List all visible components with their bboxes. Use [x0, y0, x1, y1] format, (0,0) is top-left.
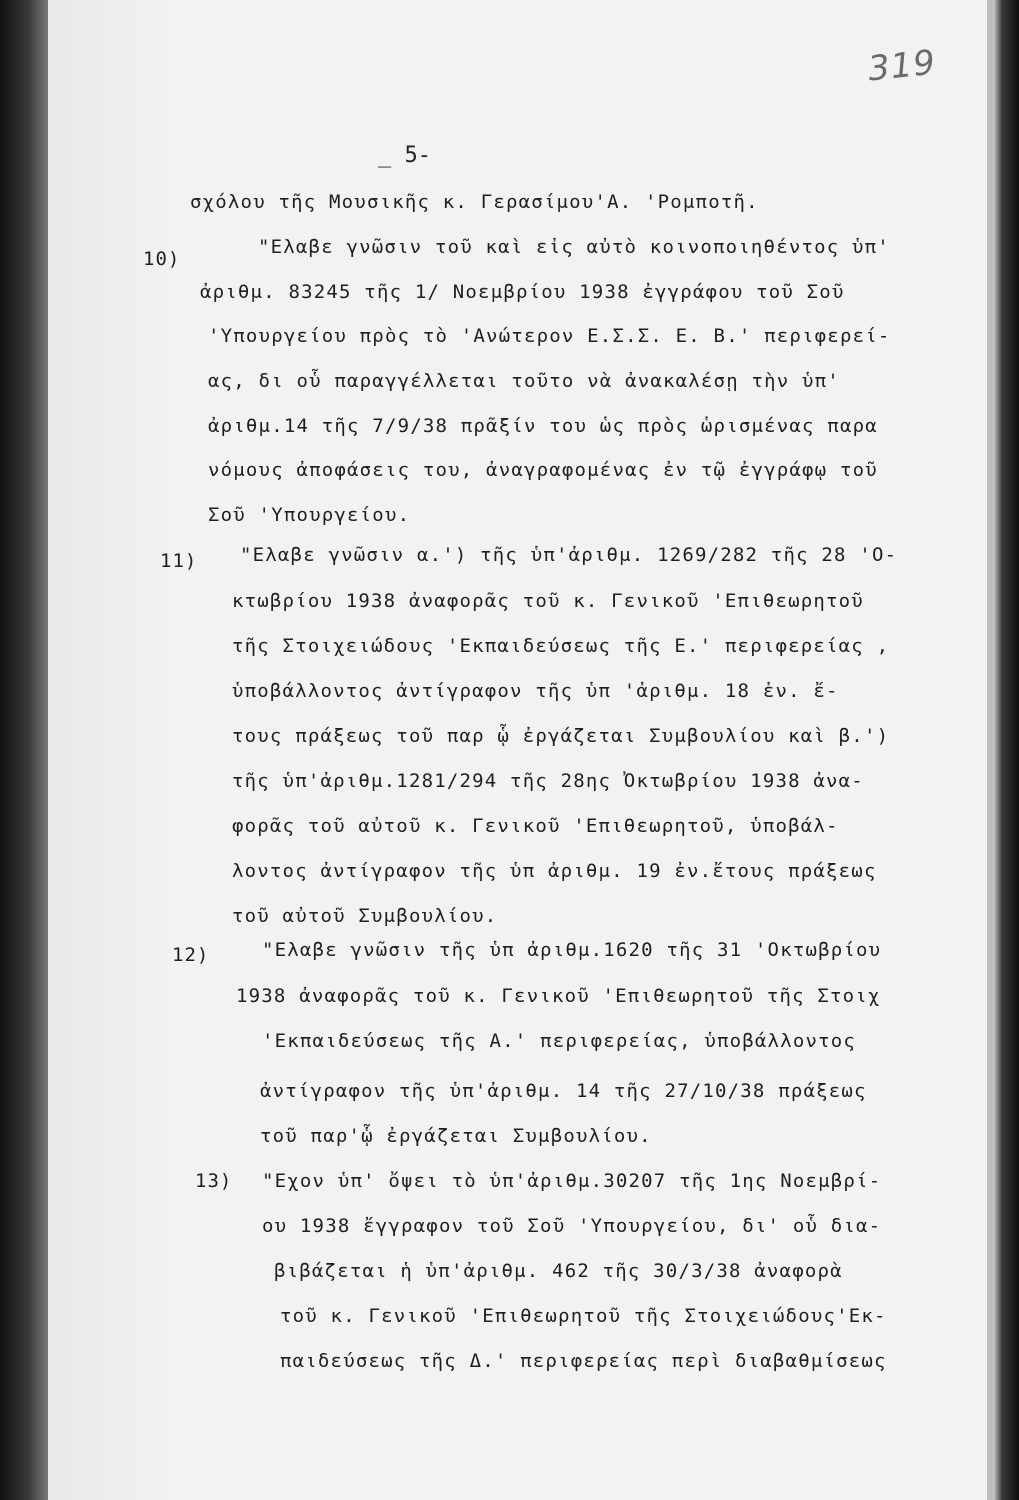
text-line: "Ελαβε γνῶσιν τῆς ὑπ ἀριθμ.1620 τῆς 31 'Οκτωβρίου — [262, 939, 882, 961]
text-line: 'Υπουργείου πρὸς τὸ 'Ανώτερον Ε.Σ.Σ. Ε. Β.' περιφερεί- — [208, 325, 891, 347]
text-line: ἀριθμ. 83245 τῆς 1/ Νοεμβρίου 1938 ἐγγράφου τοῦ Σοῦ — [200, 281, 845, 303]
text-line: κτωβρίου 1938 ἀναφορᾶς τοῦ κ. Γενικοῦ 'Επιθεωρητοῦ — [232, 590, 864, 612]
text-line: ἀντίγραφον τῆς ὑπ'ἀριθμ. 14 τῆς 27/10/38 πράξεως — [260, 1080, 867, 1102]
text-line: παιδεύσεως τῆς Δ.' περιφερείας περὶ διαβαθμίσεως — [280, 1350, 887, 1372]
text-line: ἀριθμ.14 τῆς 7/9/38 πρᾶξίν του ὡς πρὸς ὡρισμένας παρα — [208, 415, 878, 437]
text-line: ὑποβάλλοντος ἀντίγραφον τῆς ὑπ 'ἀριθμ. 18 ἐν. ἔ- — [232, 680, 839, 702]
text-line: Σοῦ 'Υπουργείου. — [208, 504, 411, 526]
text-line: "Ελαβε γνῶσιν τοῦ καὶ εἰς αὐτὸ κοινοποιηθέντος ὑπ' — [258, 236, 890, 258]
text-line: τους πράξεως τοῦ παρ ᾧ ἐργάζεται Συμβουλίου καὶ β.') — [232, 725, 890, 747]
text-line: ου 1938 ἔγγραφον τοῦ Σοῦ 'Υπουργείου, δι' οὗ δια- — [262, 1215, 882, 1237]
right-border — [993, 0, 1019, 1500]
text-line: 'Εκπαιδεύσεως τῆς Α.' περιφερείας, ὑποβάλλοντος — [262, 1030, 857, 1052]
previous-page-edge — [0, 0, 48, 1500]
item-number-10: 10) — [143, 248, 181, 270]
text-line: φορᾶς τοῦ αὐτοῦ κ. Γενικοῦ 'Επιθεωρητοῦ, ὑποβάλ- — [232, 815, 839, 837]
text-line: τῆς ὑπ'ἀριθμ.1281/294 τῆς 28ης Ὀκτωβρίου 1938 ἀνα- — [232, 770, 864, 792]
text-line: ας, δι οὗ παραγγέλλεται τοῦτο νὰ ἀνακαλέσῃ τὴν ὑπ' — [208, 370, 840, 392]
text-line: λοντος ἀντίγραφον τῆς ὑπ ἀριθμ. 19 ἐν.ἔτους πράξεως — [232, 860, 877, 882]
text-line: βιβάζεται ἡ ὑπ'ἀριθμ. 462 τῆς 30/3/38 ἀναφορὰ — [274, 1260, 843, 1282]
text-line: τοῦ παρ'ᾧ ἐργάζεται Συμβουλίου. — [260, 1125, 652, 1147]
item-number-13: 13) — [195, 1170, 233, 1192]
folio-number: 319 — [866, 42, 938, 90]
text-line: "Εχον ὑπ' ὄψει τὸ ὑπ'ἀριθμ.30207 τῆς 1ης Νοεμβρί- — [262, 1170, 882, 1192]
text-line: τοῦ κ. Γενικοῦ 'Επιθεωρητοῦ τῆς Στοιχειώδους'Εκ- — [280, 1305, 887, 1327]
item-number-12: 12) — [172, 944, 210, 966]
text-line: τοῦ αὐτοῦ Συμβουλίου. — [232, 905, 498, 927]
text-line: 1938 ἀναφορᾶς τοῦ κ. Γενικοῦ 'Επιθεωρητοῦ τῆς Στοιχ — [236, 985, 881, 1007]
item-number-11: 11) — [160, 550, 198, 572]
text-line: σχόλου τῆς Μουσικῆς κ. Γερασίμου'Α. 'Ρομποτῆ. — [190, 191, 759, 213]
text-line: τῆς Στοιχειώδους 'Εκπαιδεύσεως τῆς Ε.' περιφερείας , — [232, 635, 890, 657]
page-number: _ 5- — [378, 143, 431, 168]
text-line: "Ελαβε γνῶσιν α.') τῆς ὑπ'ἀριθμ. 1269/282 τῆς 28 'Ο- — [240, 544, 898, 566]
text-line: νόμους ἀποφάσεις του, ἀναγραφομένας ἐν τῷ ἐγγράφῳ τοῦ — [208, 459, 878, 481]
